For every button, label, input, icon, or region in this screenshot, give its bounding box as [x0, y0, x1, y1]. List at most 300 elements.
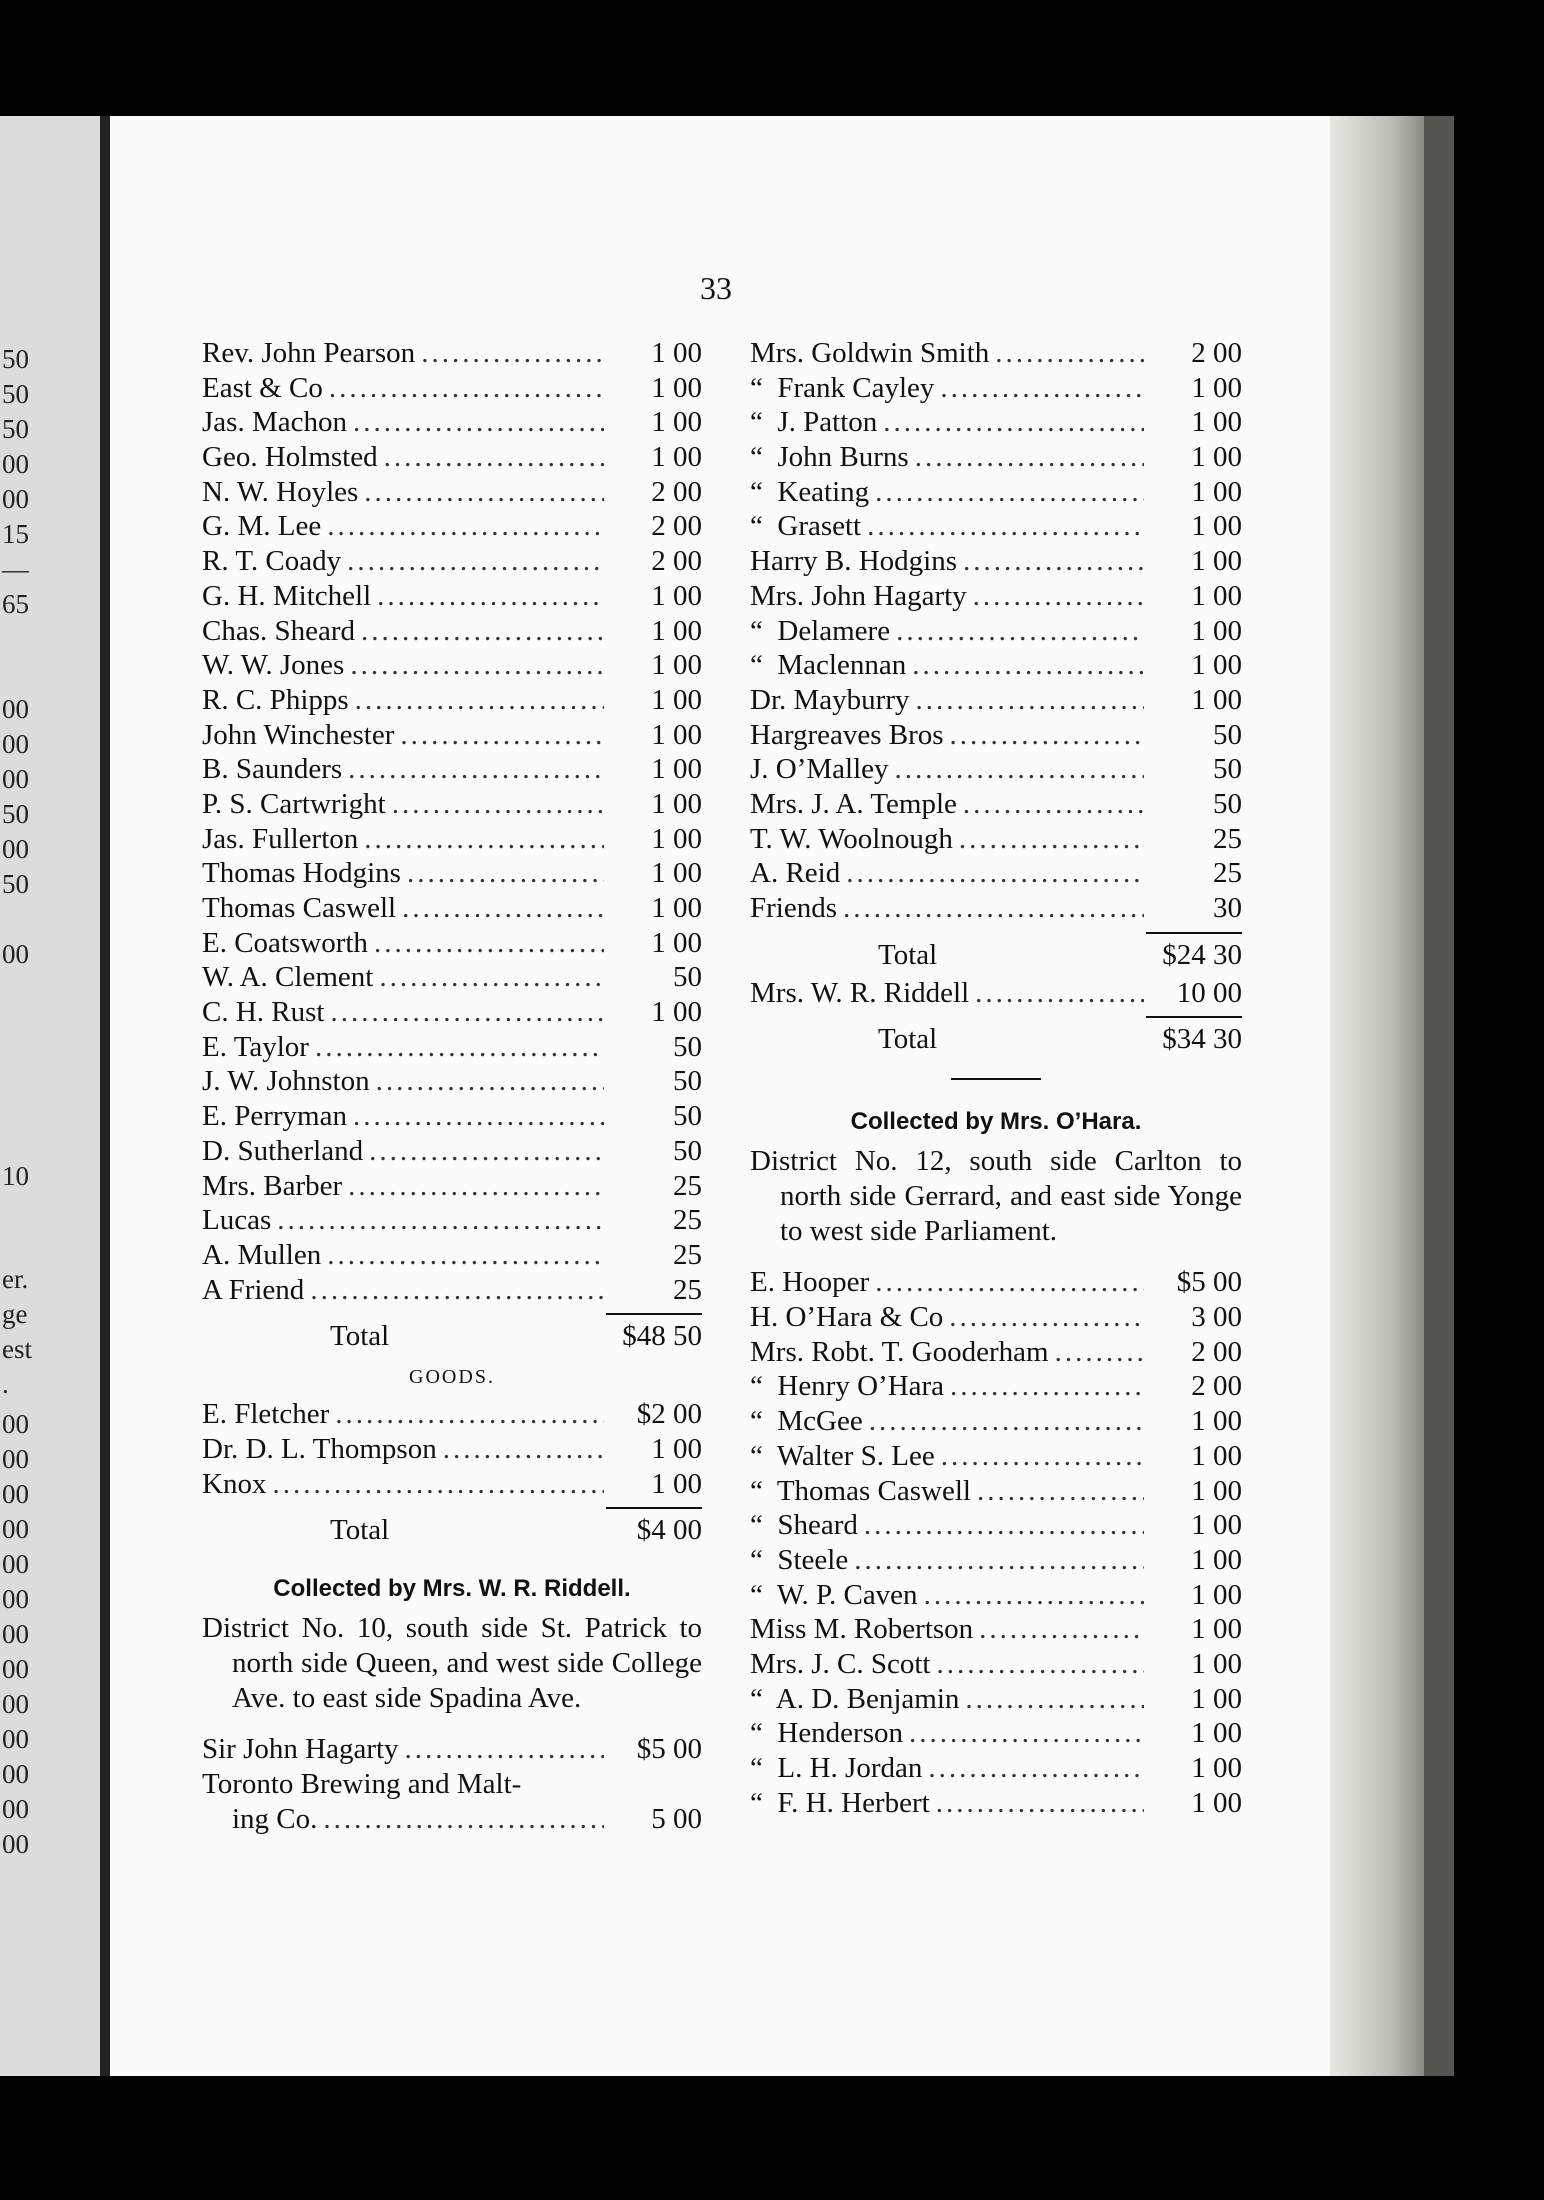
leader-dots [364, 822, 604, 857]
amount: 1 00 [651, 337, 702, 369]
contributor-name: B. Saunders [202, 753, 343, 786]
contributor-name: W. A. Clement [202, 961, 374, 994]
leader-dots [909, 1716, 1144, 1751]
amount: 1 00 [651, 649, 702, 682]
amount: 1 00 [651, 406, 702, 439]
leader-dots [924, 1578, 1144, 1613]
contributor-name: A Friend [202, 1273, 305, 1306]
margin-fragment: 00 [2, 1689, 29, 1719]
amount: 3 00 [1191, 1301, 1242, 1334]
goods-heading: GOODS. [409, 1366, 495, 1389]
contributor-name: “ Walter S. Lee [750, 1439, 935, 1472]
amount: 1 00 [651, 857, 702, 890]
leader-dots [379, 960, 604, 995]
contribution-row [202, 1169, 702, 1204]
contributor-name: “ L. H. Jordan [750, 1752, 923, 1784]
contributor-name: “ A. D. Benjamin [750, 1682, 960, 1715]
amount: 2 00 [651, 475, 702, 508]
amount: 50 [673, 1100, 702, 1133]
margin-fragment: 00 [2, 834, 29, 864]
amount: 1 00 [1191, 1786, 1242, 1819]
amount: 25 [673, 1204, 702, 1237]
leader-dots [348, 1169, 604, 1204]
contributor-name: Chas. Sheard [202, 614, 356, 647]
left-column [202, 336, 702, 1836]
contribution-row [750, 1786, 1242, 1821]
contribution-row [750, 976, 1242, 1011]
contribution-row [750, 1439, 1242, 1474]
amount: 1 00 [1191, 406, 1242, 439]
contribution-row [750, 1751, 1242, 1786]
contribution-row [750, 579, 1242, 614]
margin-fragment: 00 [2, 1759, 29, 1789]
contribution-row [202, 1273, 702, 1308]
contribution-row [750, 1647, 1242, 1682]
spacer [750, 1249, 1242, 1265]
contributor-name: Friends [750, 892, 837, 924]
contribution-row [202, 752, 702, 787]
amount: 1 00 [651, 1432, 702, 1465]
amount: 1 00 [1191, 441, 1242, 474]
contributor-name: Mrs. Barber [202, 1169, 343, 1202]
contributor-name: N. W. Hoyles [202, 475, 359, 508]
total-row [750, 1018, 1242, 1060]
contributor-name: “ Delamere [750, 614, 891, 647]
margin-fragment: 00 [2, 1514, 29, 1544]
leader-dots [979, 1612, 1144, 1647]
contribution-row [750, 336, 1242, 371]
margin-fragment: 00 [2, 694, 29, 724]
amount: 1 00 [1191, 545, 1242, 578]
amount: 1 00 [1191, 683, 1242, 716]
leader-dots [335, 1397, 604, 1432]
margin-fragment: 00 [2, 1409, 29, 1439]
contribution-row [202, 475, 702, 510]
leader-dots [421, 336, 604, 371]
contributor-name: Mrs. J. C. Scott [750, 1647, 931, 1680]
margin-fragment: 50 [2, 869, 29, 899]
contribution-row [202, 822, 702, 857]
margin-fragment: 00 [2, 1619, 29, 1649]
margin-fragment: er. [2, 1264, 29, 1294]
total-label: Total [330, 1320, 390, 1353]
amount: 1 00 [651, 787, 702, 820]
contribution-row [202, 1203, 702, 1238]
amount: 1 00 [1191, 1717, 1242, 1750]
contributor-name: “ John Burns [750, 441, 909, 474]
district-description: District No. 10, south side St. Patrick to north side Queen, and west side College Ave. to east side Spadina Ave. [202, 1612, 702, 1715]
contribution-row [750, 1682, 1242, 1717]
contributor-name: Thomas Caswell [202, 892, 397, 924]
amount: 1 00 [1191, 1578, 1242, 1611]
contributor-name: Jas. Machon [202, 406, 347, 439]
leader-dots [864, 1508, 1144, 1543]
contribution-row [750, 475, 1242, 510]
contributor-name: C. H. Rust [202, 996, 325, 1029]
amount: 1 00 [1191, 649, 1242, 682]
contribution-row [202, 336, 702, 371]
margin-fragment: 00 [2, 1549, 29, 1579]
contribution-row [750, 1335, 1242, 1370]
amount: 1 00 [1191, 1439, 1242, 1472]
margin-fragment: 50 [2, 414, 29, 444]
amount: 5 00 [651, 1802, 702, 1835]
contribution-row [202, 1732, 702, 1767]
contributor-name: “ McGee [750, 1405, 863, 1438]
contribution-row [750, 1716, 1242, 1751]
contributor-name: ing Co. [232, 1802, 318, 1835]
contributor-name: “ Maclennan [750, 649, 907, 682]
contributor-name: H. O’Hara & Co [750, 1301, 944, 1334]
spacer [202, 1716, 702, 1732]
section-heading: Collected by Mrs. O’Hara. [850, 1108, 1142, 1136]
margin-fragment: 50 [2, 379, 29, 409]
leader-dots [272, 1467, 604, 1502]
amount: 30 [1213, 892, 1242, 924]
leader-dots [875, 1265, 1144, 1300]
total-amount: $4 00 [636, 1514, 702, 1547]
amount: 2 00 [1191, 1335, 1242, 1368]
contribution-row [202, 891, 702, 926]
margin-fragment: 65 [2, 589, 29, 619]
margin-fragment: 00 [2, 484, 29, 514]
contribution-row [202, 579, 702, 614]
amount: 1 00 [651, 926, 702, 959]
spacer [202, 1551, 702, 1567]
leader-dots [376, 1064, 604, 1099]
amount: 50 [1213, 718, 1242, 751]
contributor-name: Mrs. W. R. Riddell [750, 976, 970, 1009]
contributor-name: Dr. Mayburry [750, 683, 910, 716]
leader-dots [869, 1404, 1144, 1439]
leader-dots [330, 995, 604, 1030]
amount: $2 00 [636, 1398, 702, 1431]
contribution-row [202, 1030, 702, 1065]
contributor-name: Harry B. Hodgins [750, 545, 958, 578]
contributor-name: E. Perryman [202, 1100, 347, 1133]
leader-dots [846, 856, 1144, 891]
contribution-row [202, 1099, 702, 1134]
contributor-name: E. Coatsworth [202, 926, 368, 959]
total-row [202, 1509, 702, 1551]
right-column [750, 336, 1242, 1820]
leader-dots [896, 614, 1144, 649]
margin-fragment: 00 [2, 1794, 29, 1824]
margin-fragment: . [2, 1369, 9, 1399]
contributor-name: G. M. Lee [202, 510, 322, 543]
contribution-row [750, 1369, 1242, 1404]
leader-dots [353, 405, 604, 440]
contribution-row [202, 614, 702, 649]
leader-dots [310, 1273, 604, 1308]
contribution-row [202, 926, 702, 961]
leader-dots [965, 1682, 1144, 1717]
contribution-row [202, 683, 702, 718]
contributor-name: J. O’Malley [750, 753, 889, 786]
amount: 25 [673, 1238, 702, 1271]
leader-dots [348, 752, 604, 787]
contribution-row [202, 1432, 702, 1467]
contribution-row [750, 683, 1242, 718]
contributor-name: A. Mullen [202, 1238, 322, 1271]
leader-dots [950, 718, 1144, 753]
contribution-row [202, 1064, 702, 1099]
leader-dots [323, 1802, 604, 1837]
contribution-row [202, 440, 702, 475]
leader-dots [443, 1432, 604, 1467]
leader-dots [977, 1474, 1144, 1509]
leader-dots [895, 752, 1144, 787]
contribution-row [750, 648, 1242, 683]
contributor-name: Geo. Holmsted [202, 441, 378, 474]
contribution-row [750, 440, 1242, 475]
amount: 1 00 [651, 718, 702, 751]
margin-fragment: est [2, 1334, 32, 1364]
contribution-row [750, 752, 1242, 787]
contribution-row [202, 509, 702, 544]
page-number: 33 [700, 270, 732, 306]
contribution-row [202, 1238, 702, 1273]
contribution-row [750, 891, 1242, 926]
amount: 1 00 [651, 822, 702, 855]
amount: 50 [1213, 753, 1242, 786]
amount: 1 00 [1191, 1682, 1242, 1715]
margin-fragment: 10 [2, 1161, 29, 1191]
contributor-name: “ Sheard [750, 1509, 858, 1542]
contribution-row [202, 995, 702, 1030]
contribution-row [202, 718, 702, 753]
contribution-row [202, 787, 702, 822]
contributor-name: East & Co [202, 371, 323, 404]
leader-dots [995, 336, 1144, 371]
contributor-name: Rev. John Pearson [202, 337, 416, 369]
margin-fragment: 00 [2, 729, 29, 759]
amount: 1 00 [651, 371, 702, 404]
previous-page-edge [0, 116, 100, 2076]
contribution-row [750, 1265, 1242, 1300]
leader-dots [963, 787, 1144, 822]
margin-fragment: 50 [2, 799, 29, 829]
contribution-row [202, 1802, 702, 1837]
leader-dots [402, 891, 604, 926]
contributor-name: “ F. H. Herbert [750, 1786, 930, 1819]
amount: 1 00 [1191, 614, 1242, 647]
contribution-row [202, 371, 702, 406]
total-row [750, 934, 1242, 976]
leader-dots [329, 371, 604, 406]
margin-fragment: 15 [2, 519, 29, 549]
leader-dots [355, 683, 604, 718]
amount: 1 00 [1191, 1647, 1242, 1680]
contributor-name: “ Henderson [750, 1717, 904, 1750]
margin-fragment: 00 [2, 449, 29, 479]
contribution-row [750, 371, 1242, 406]
amount: 50 [673, 1065, 702, 1098]
leader-dots [915, 683, 1144, 718]
contributor-name: Hargreaves Bros [750, 718, 944, 751]
contribution-row [750, 787, 1242, 822]
contribution-row [202, 648, 702, 683]
contributor-name: Jas. Fullerton [202, 822, 359, 855]
amount: 1 00 [651, 579, 702, 612]
margin-fragment: 50 [2, 344, 29, 374]
contribution-row [202, 1467, 702, 1502]
leader-dots [936, 1647, 1144, 1682]
contributor-name: E. Taylor [202, 1030, 309, 1063]
leader-dots [374, 926, 604, 961]
leader-dots [963, 544, 1144, 579]
contributor-name: Mrs. Robt. T. Gooderham [750, 1335, 1049, 1368]
margin-fragment: 00 [2, 1654, 29, 1684]
leader-dots [950, 1369, 1144, 1404]
amount: 1 00 [1191, 1543, 1242, 1576]
contribution-row [750, 718, 1242, 753]
contribution-row [750, 509, 1242, 544]
total-amount: $48 50 [622, 1320, 702, 1353]
margin-fragment: — [2, 554, 29, 584]
amount: 1 00 [651, 614, 702, 647]
contributor-name: Knox [202, 1467, 267, 1500]
contribution-row [750, 1543, 1242, 1578]
contribution-row [202, 856, 702, 891]
total-label: Total [330, 1514, 390, 1547]
contribution-row [750, 405, 1242, 440]
contribution-row [750, 822, 1242, 857]
contributor-name: Sir John Hagarty [202, 1733, 399, 1766]
contributor-name: Mrs. J. A. Temple [750, 787, 957, 820]
amount: 1 00 [1191, 1613, 1242, 1646]
margin-fragment: 00 [2, 1724, 29, 1754]
leader-dots [941, 1439, 1144, 1474]
leader-dots [405, 1732, 604, 1767]
contribution-row [750, 1578, 1242, 1613]
section-heading: Collected by Mrs. W. R. Riddell. [273, 1575, 631, 1603]
section-divider [951, 1078, 1041, 1080]
margin-fragment: ge [2, 1299, 28, 1329]
leader-dots [959, 822, 1144, 857]
amount: 10 00 [1176, 976, 1242, 1009]
contributor-name: G. H. Mitchell [202, 579, 372, 612]
contributor-name: E. Fletcher [202, 1398, 330, 1431]
contributor-name: T. W. Woolnough [750, 822, 953, 855]
contributor-name: “ Grasett [750, 510, 862, 543]
amount: 50 [673, 1134, 702, 1167]
leader-dots [936, 1786, 1144, 1821]
contributor-name: R. C. Phipps [202, 683, 349, 716]
contributor-name: “ Thomas Caswell [750, 1474, 971, 1507]
contribution-row [750, 1404, 1242, 1439]
leader-dots [867, 509, 1144, 544]
contributor-name: “ W. P. Caven [750, 1578, 918, 1611]
leader-dots [875, 475, 1144, 510]
leader-dots [949, 1300, 1144, 1335]
contribution-row [750, 1300, 1242, 1335]
leader-dots [377, 579, 604, 614]
leader-dots [854, 1543, 1144, 1578]
leader-dots [928, 1751, 1144, 1786]
amount: 1 00 [1191, 579, 1242, 612]
leader-dots [915, 440, 1144, 475]
contribution-row [202, 1397, 702, 1432]
leader-dots [975, 976, 1144, 1011]
amount: 1 00 [651, 996, 702, 1029]
leader-dots [350, 648, 604, 683]
book-cover-edge [1424, 116, 1454, 2076]
contributor-name: Toronto Brewing and Malt- [202, 1768, 522, 1800]
page-stack-edge [1330, 116, 1424, 2076]
leader-dots [327, 509, 604, 544]
contributor-name: “ Steele [750, 1543, 849, 1576]
amount: 1 00 [1191, 1752, 1242, 1784]
district-description: District No. 12, south side Carlton to north side Gerrard, and east side Yonge to west side Parliament. [750, 1145, 1242, 1248]
amount: 25 [1213, 857, 1242, 890]
amount: 1 00 [651, 683, 702, 716]
book-gutter [100, 116, 110, 2076]
amount: 1 00 [651, 892, 702, 924]
amount: 25 [673, 1273, 702, 1306]
leader-dots [1055, 1335, 1144, 1370]
contributor-name: P. S. Cartwright [202, 787, 386, 820]
margin-fragment: 00 [2, 1584, 29, 1614]
contributor-name: “ Henry O’Hara [750, 1370, 945, 1403]
margin-fragment: 00 [2, 1479, 29, 1509]
contribution-row [750, 1474, 1242, 1509]
margin-fragment: 00 [2, 1829, 29, 1859]
contribution-row [202, 960, 702, 995]
leader-dots [347, 544, 604, 579]
amount: 1 00 [1191, 1474, 1242, 1507]
leader-dots [384, 440, 604, 475]
amount: 1 00 [1191, 1405, 1242, 1438]
contributor-name: “ J. Patton [750, 406, 878, 439]
leader-dots [369, 1134, 604, 1169]
amount: 1 00 [651, 1467, 702, 1500]
contributor-name: R. T. Coady [202, 545, 342, 578]
amount: 2 00 [1191, 1370, 1242, 1403]
total-amount: $34 30 [1162, 1023, 1242, 1056]
contributor-name: W. W. Jones [202, 649, 345, 682]
leader-dots [315, 1030, 604, 1065]
contribution-row [750, 544, 1242, 579]
leader-dots [843, 891, 1144, 926]
amount: 50 [673, 961, 702, 994]
amount: $5 00 [1176, 1266, 1242, 1299]
contribution-row [202, 1134, 702, 1169]
amount: 1 00 [1191, 510, 1242, 543]
leader-dots [277, 1203, 604, 1238]
leader-dots [400, 718, 604, 753]
contributor-name: Thomas Hodgins [202, 857, 401, 890]
contributor-name: Miss M. Robertson [750, 1613, 974, 1646]
amount: 1 00 [1191, 475, 1242, 508]
contributor-name: John Winchester [202, 718, 395, 751]
contributor-name: J. W. Johnston [202, 1065, 370, 1098]
amount: 50 [1213, 787, 1242, 820]
contributor-name: “ Frank Cayley [750, 371, 935, 404]
leader-dots [392, 787, 604, 822]
total-row [202, 1315, 702, 1357]
leader-dots [883, 405, 1144, 440]
contribution-row [750, 1612, 1242, 1647]
margin-fragment: 00 [2, 1444, 29, 1474]
leader-dots [364, 475, 604, 510]
contributor-name: “ Keating [750, 475, 870, 508]
contributor-name: D. Sutherland [202, 1134, 364, 1167]
total-amount: $24 30 [1162, 938, 1242, 971]
amount: 2 00 [651, 545, 702, 578]
contributor-name: E. Hooper [750, 1266, 870, 1299]
contribution-row [750, 856, 1242, 891]
